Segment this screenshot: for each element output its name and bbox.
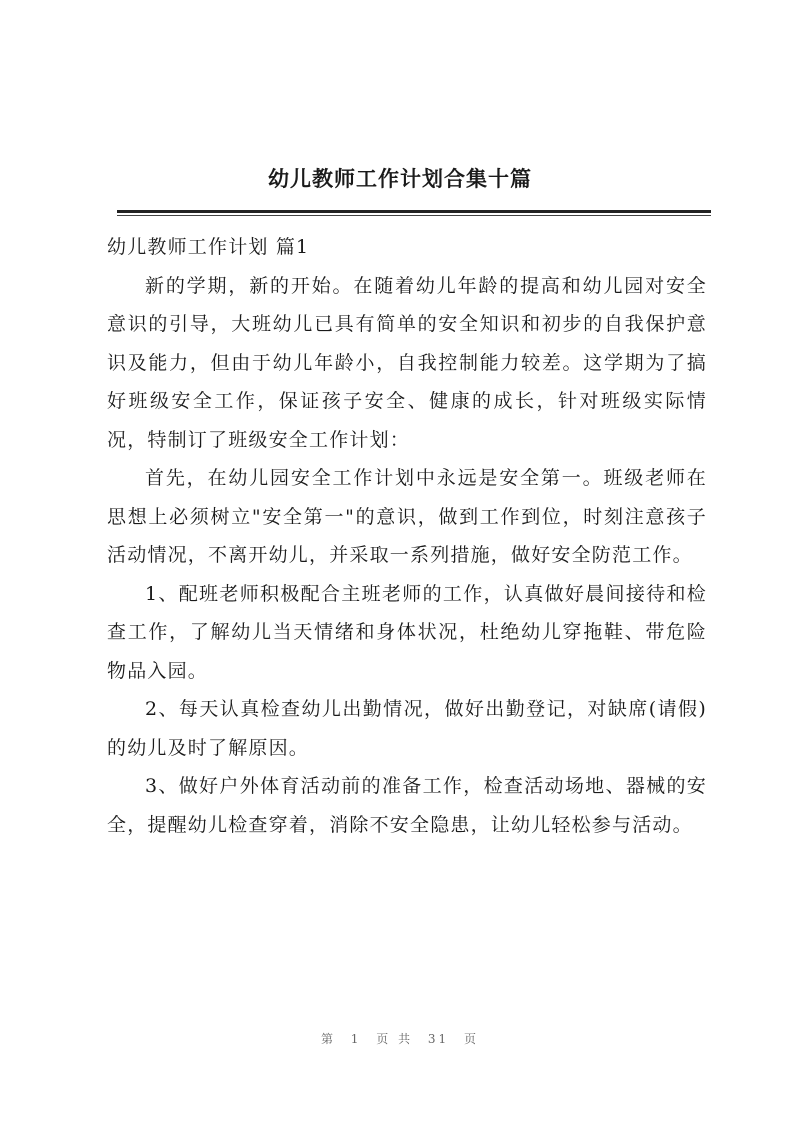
- paragraph-item-3: 3、做好户外体育活动前的准备工作，检查活动场地、器械的安全，提醒幼儿检查穿着，消除不安全隐患，让幼儿轻松参与活动。: [107, 775, 707, 836]
- document-body: [107, 228, 707, 844]
- footer-suffix: 页: [464, 1032, 480, 1046]
- paragraph-item-1: 1、配班老师积极配合主班老师的工作，认真做好晨间接待和检查工作，了解幼儿当天情绪和身体状况，杜绝幼儿穿拖鞋、带危险物品入园。: [107, 582, 707, 682]
- paragraph-item-2: 2、每天认真检查幼儿出勤情况，做好出勤登记，对缺席(请假)的幼儿及时了解原因。: [107, 698, 707, 759]
- document-title: 幼儿教师工作计划合集十篇: [268, 167, 532, 191]
- footer-middle: 页 共: [376, 1032, 414, 1046]
- title-divider-thin: [117, 215, 711, 216]
- title-divider: [117, 210, 711, 213]
- footer-prefix: 第: [320, 1032, 336, 1046]
- section-heading: 幼儿教师工作计划 篇1: [107, 236, 310, 258]
- paragraph-safety-first: 首先，在幼儿园安全工作计划中永远是安全第一。班级老师在思想上必须树立"安全第一"的意识，做到工作到位，时刻注意孩子活动情况，不离开幼儿，并采取一系列措施，做好安全防范工作。: [107, 467, 707, 566]
- footer-total-pages: 31: [427, 1032, 450, 1046]
- footer-current-page: 1: [350, 1032, 362, 1046]
- paragraph-intro: 新的学期，新的开始。在随着幼儿年龄的提高和幼儿园对安全意识的引导，大班幼儿已具有简单的安全知识和初步的自我保护意识及能力，但由于幼儿年龄小，自我控制能力较差。这学期为了搞好班级安全工作，保证孩子安全、健康的成长，针对班级实际情况，特制订了班级安全工作计划：: [107, 274, 707, 451]
- page-footer: [0, 1030, 800, 1047]
